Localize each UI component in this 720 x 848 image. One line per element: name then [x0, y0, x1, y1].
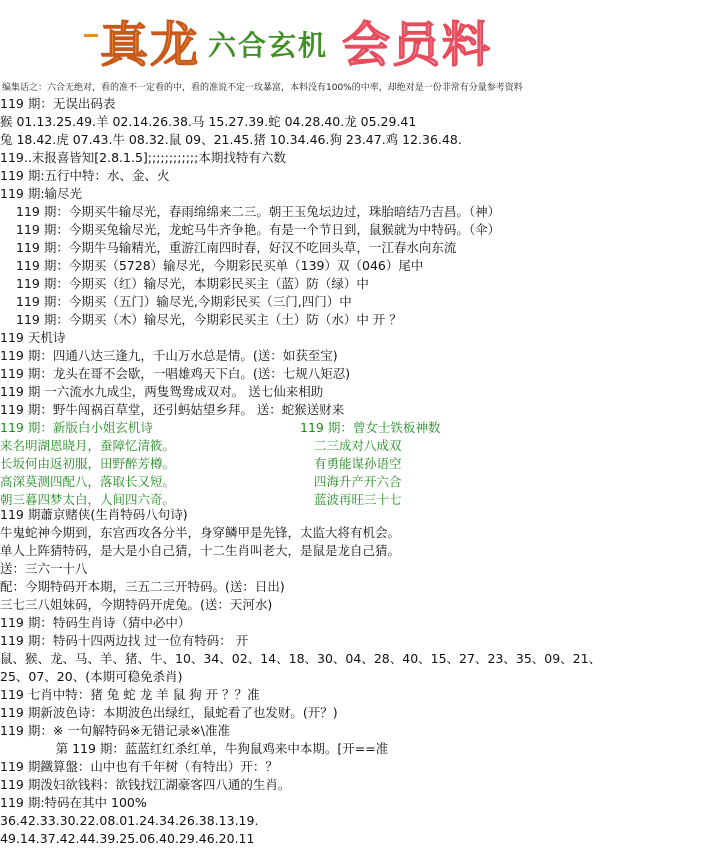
text-line: 119 期:输尽光 — [0, 186, 83, 201]
right-column-line: 四海升产开六合 — [314, 474, 402, 489]
left-column-line: 来名明湖恩晓月，蚕障忆清筱。 — [0, 438, 176, 453]
text-line: 119 期:特码在其中 100% — [0, 795, 147, 810]
text-line: 119 期：今期买兔输尽光，龙蛇马牛齐争艳。有是一个节日到，鼠猴就为中特码。（伞） — [16, 222, 501, 237]
disclaimer-text: 编集话之：六合无绝对，看的准不一定看的中，看的准说不定一玫暴富，本料没有100%的中率，却绝对是一份非常有分量参考资料 — [2, 83, 523, 93]
title-banner — [0, 0, 720, 78]
text-line: 送：三六一十八 — [0, 561, 88, 576]
text-line: 第 119 期：蓝蓝红红杀红单，牛狗鼠鸡来中本期。[开==准 — [0, 741, 389, 756]
text-line: 119 期：特码十四两边找 过一位有特码： 开 — [0, 633, 249, 648]
text-line: 119 期鐵算盤：山中也有千年树（有特出）开：？ — [0, 759, 278, 774]
text-line: 三七三八姐妹码，今期特码开虎兔。(送：天河水) — [0, 597, 273, 612]
text-line: 25、07、20、(本期可稳免杀肖) — [0, 669, 183, 684]
text-line: 119 期：今期牛马输精光，重游江南四时春，好汉不吃回头草，一江春水向东流 — [16, 240, 457, 255]
text-line: 36.42.33.30.22.08.01.24.34.26.38.13.19. — [0, 813, 259, 828]
text-line: 119 期：今期买牛输尽光，春雨绵绵来二三。朝王玉兔坛边过，珠胎暗结乃吉昌。（神） — [16, 204, 501, 219]
content-bottom — [0, 506, 720, 848]
text-line: 牛鬼蛇神今期到，东宫西攻各分半，身穿鳞甲是先锋，太监大将有机会。 — [0, 525, 401, 540]
text-line: 119 期：无误出码表 — [0, 96, 116, 111]
text-line: 119 期：龙头在哥不会歇，一唱雄鸡天下白。(送：七规八矩忍) — [0, 366, 351, 381]
right-column-line: 蓝波再旺三十七 — [314, 492, 402, 507]
text-line: 119 期：今期买（木）输尽光，今期彩民买主（土）防（水）中 开 ？ — [16, 312, 402, 327]
text-line: 119 期：特码生肖诗（猜中必中） — [0, 615, 191, 630]
banner-dash — [84, 34, 98, 37]
text-line: 119 期：野牛闯祸百草堂，还引蚂姑望乡拜。 送：蛇猴送财来 — [0, 402, 345, 417]
right-column-line: 二三成对八成双 — [314, 438, 402, 453]
text-line: 猴 01.13.25.49.羊 02.14.26.38.马 15.27.39.蛇 04.28.40.龙 05.29.41 — [0, 114, 417, 129]
text-line: 49.14.37.42.44.39.25.06.40.29.46.20.11 — [0, 831, 255, 846]
text-line: 119 期：四通八达三逢九，千山万水总是情。(送：如获至宝) — [0, 348, 338, 363]
text-line: 鼠、猴、龙、马、羊、猪、牛、10、34、02、14、18、30、04、28、40、15、27、23、35、09、21、 — [0, 651, 602, 666]
text-line: 119 期：今期买（5728）输尽光，今期彩民买单（139）双（046）尾中 — [16, 258, 424, 273]
text-line: 119 期：今期买（红）输尽光，本期彩民买主（蓝）防（绿）中 — [16, 276, 369, 291]
text-line: 119 期蕭京赌侠(生肖特码八句诗) — [0, 507, 188, 522]
text-line: 119 天机诗 — [0, 330, 66, 345]
two-column-row — [0, 437, 720, 455]
right-column-line: 有勇能谋孙语空 — [314, 456, 402, 471]
text-line: 119 七肖中特：猪 兔 蛇 龙 羊 鼠 狗 开 ？？准 — [0, 687, 260, 702]
banner-title-part1: 真龙 — [100, 17, 201, 73]
text-line: 119 期泼妇欲钱料：欲钱找江湖豪客四八通的生肖。 — [0, 777, 291, 792]
text-line: 单人上阵猜特码，是大是小自己猜，十二生肖叫老大，是鼠是龙自己猜。 — [0, 543, 401, 558]
text-line: 119 期：※ 一句解特码※无错记录※\准准 — [0, 723, 230, 738]
two-column-row — [0, 455, 720, 473]
left-column-title: 119 期：新版白小姐玄机诗 — [0, 420, 153, 435]
left-column-line: 朝三暮四梦太白，人间四六奇。 — [0, 492, 176, 507]
right-column-title: 119 期：曾女士铁板神数 — [300, 420, 441, 435]
banner-title-part2: 六合玄机 — [208, 29, 329, 62]
text-line: 配：今期特码开本期，三五二三开特码。(送：日出) — [0, 579, 285, 594]
text-line: 119 期 一六流水九成尘，两隻鸳鸯成双对。 送七仙来相助 — [0, 384, 324, 399]
text-line: 兔 18.42.虎 07.43.牛 08.32.鼠 09、21.45.猪 10.34.46.狗 23.47.鸡 12.36.48. — [0, 132, 462, 147]
text-line: 119 期：今期买（五门）输尽光,今期彩民买（三门,四门）中 — [16, 294, 352, 309]
text-line: 119..末报喜皆知[2.8.1.5];;;;;;;;;;;;本期找特有六数 — [0, 150, 286, 165]
text-line: 119 期:五行中特：水、金、火 — [0, 168, 170, 183]
two-column-title-row — [0, 419, 720, 437]
two-column-row — [0, 473, 720, 491]
left-column-line: 长坂何由返初服，田野醉芳樽。 — [0, 456, 176, 471]
content-top — [0, 95, 720, 509]
text-line: 119 期新波色诗：本期波色出绿红，鼠蛇看了也发财。(开？) — [0, 705, 338, 720]
left-column-line: 高深莫测四配八，落取长又短。 — [0, 474, 176, 489]
banner-title-part3: 会员料 — [342, 17, 493, 73]
